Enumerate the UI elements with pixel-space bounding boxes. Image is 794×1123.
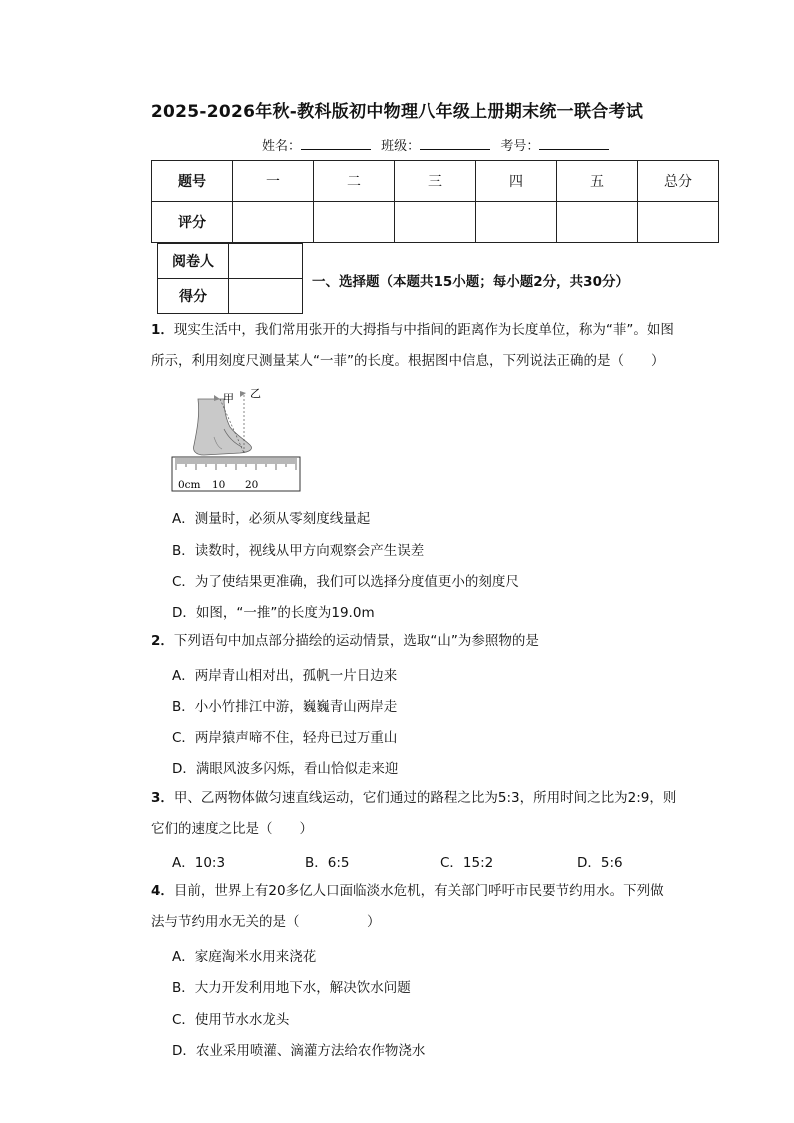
label-jia: 甲	[223, 392, 234, 405]
score-header-cell: 三	[395, 161, 476, 202]
q4-option-a: A．家庭淘米水用来浇花	[172, 949, 317, 965]
q1-option-a: A．测量时，必须从零刻度线量起	[172, 511, 371, 527]
score-header-cell: 五	[557, 161, 638, 202]
score-table	[151, 160, 719, 243]
question-number: 4．	[151, 883, 174, 899]
q4-option-d: D．农业采用喷灌、滴灌方法给农作物浇水	[172, 1043, 426, 1059]
score-cell	[314, 202, 395, 243]
score-header-cell: 题号	[152, 161, 233, 202]
q4-option-c: C．使用节水水龙头	[172, 1012, 290, 1028]
q1-option-c: C．为了使结果更准确，我们可以选择分度值更小的刻度尺	[172, 574, 519, 590]
q2-option-c: C．两岸猿声啼不住，轻舟已过万重山	[172, 730, 398, 746]
grader-score-label: 得分	[158, 279, 229, 314]
exam-title: 2025-2026年秋-教科版初中物理八年级上册期末统一联合考试	[150, 102, 644, 122]
exam-no-blank	[539, 137, 609, 150]
question-text: 它们的速度之比是（ ）	[151, 821, 313, 837]
question-text: 下列语句中加点部分描绘的运动情景，选取“山”为参照物的是	[173, 633, 539, 649]
question-text: 法与节约用水无关的是（ ）	[151, 914, 381, 930]
score-cell	[638, 202, 719, 243]
question-1	[151, 315, 721, 377]
score-header-cell: 总分	[638, 161, 719, 202]
score-table-row	[152, 202, 719, 243]
ruler-label-0: 0cm	[178, 479, 201, 491]
name-blank	[301, 137, 371, 150]
ruler-label-10: 10	[212, 479, 226, 491]
reader-label: 阅卷人	[158, 244, 229, 279]
grader-table	[157, 243, 303, 314]
class-label: 班级：	[381, 139, 421, 154]
question-text: 目前，世界上有20多亿人口面临淡水危机，有关部门呼吁市民要节约用水。下列做	[173, 883, 664, 899]
q2-option-a: A．两岸青山相对出，孤帆一片日边来	[172, 668, 398, 684]
ruler-label-20: 20	[245, 479, 259, 491]
score-cell	[476, 202, 557, 243]
q2-option-b: B．小小竹排江中游，巍巍青山两岸走	[172, 699, 398, 715]
reader-cell	[229, 244, 303, 279]
score-row-label: 评分	[152, 202, 233, 243]
ruler-hand-figure	[170, 385, 302, 493]
q3-option-b: B．6:5	[305, 855, 350, 871]
question-text: 所示，利用刻度尺测量某人“一菲”的长度。根据图中信息，下列说法正确的是（ ）	[151, 353, 665, 369]
score-header-cell: 四	[476, 161, 557, 202]
q1-option-b: B．读数时，视线从甲方向观察会产生误差	[172, 543, 425, 559]
section-title: 一、选择题（本题共15小题；每小题2分，共30分）	[312, 274, 629, 290]
q3-option-d: D．5:6	[577, 855, 623, 871]
score-header-cell: 一	[233, 161, 314, 202]
q3-option-a: A．10:3	[172, 855, 226, 871]
name-label: 姓名：	[262, 139, 302, 154]
question-number: 1．	[151, 322, 174, 338]
q2-option-d: D．满眼风波多闪烁，看山恰似走来迎	[172, 761, 399, 777]
score-cell	[233, 202, 314, 243]
question-2	[151, 626, 721, 657]
score-cell	[557, 202, 638, 243]
question-number: 3．	[151, 790, 174, 806]
label-yi: 乙	[250, 387, 261, 400]
q3-option-c: C．15:2	[440, 855, 494, 871]
q1-option-d: D．如图，“一推”的长度为19.0m	[172, 605, 375, 621]
student-info	[262, 135, 615, 154]
question-text: 甲、乙两物体做匀速直线运动，它们通过的路程之比为5:3，所用时间之比为2:9，则	[173, 790, 677, 806]
score-table-header-row	[152, 161, 719, 202]
score-header-cell: 二	[314, 161, 395, 202]
score-cell	[395, 202, 476, 243]
q4-option-b: B．大力开发利用地下水，解决饮水问题	[172, 980, 411, 996]
question-text: 现实生活中，我们常用张开的大拇指与中指间的距离作为长度单位，称为“菲”。如图	[173, 322, 674, 338]
question-4	[151, 876, 721, 938]
grader-score-cell	[229, 279, 303, 314]
question-number: 2．	[151, 633, 174, 649]
question-3	[151, 783, 721, 845]
exam-no-label: 考号：	[500, 139, 540, 154]
class-blank	[420, 137, 490, 150]
